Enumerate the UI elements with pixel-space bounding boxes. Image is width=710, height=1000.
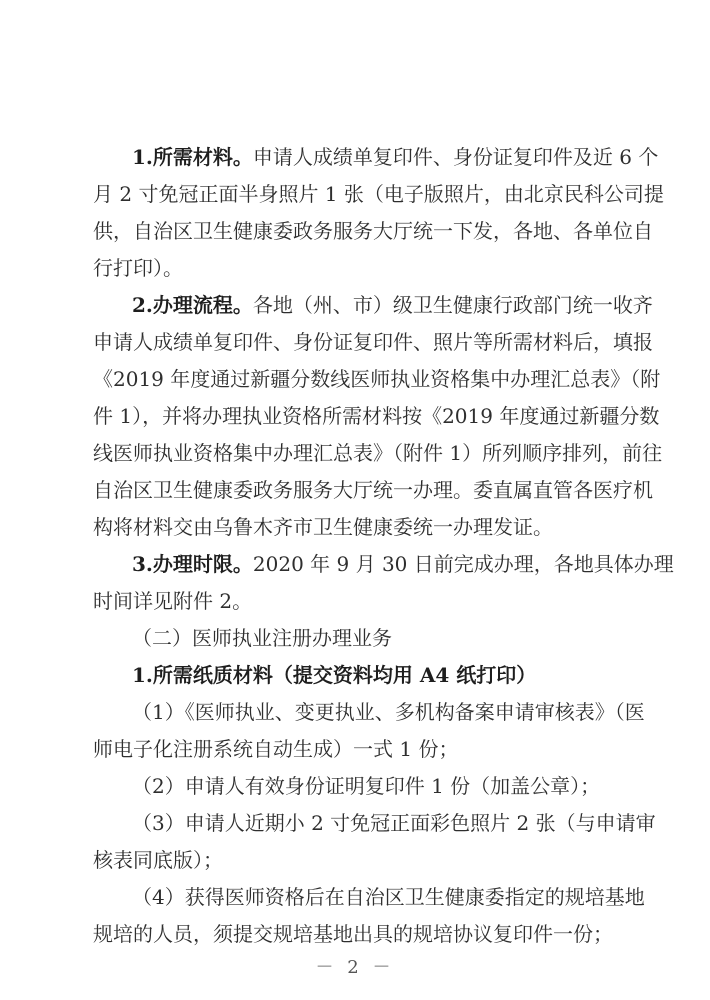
list-item-1-line-1: （1）《医师执业、变更执业、多机构备案申请审核表》（医 (132, 700, 645, 724)
paragraph-process-line-3: 《2019 年度通过新疆分数线医师执业资格集中办理汇总表》（附 (93, 367, 661, 391)
paragraph-text: 各地（州、市）级卫生健康行政部门统一收齐 (252, 293, 653, 317)
paragraph-materials-line-1 (132, 142, 659, 172)
subsection-title: （二）医师执业注册办理业务 (132, 626, 392, 650)
paragraph-materials-line-2: 月 2 寸免冠正面半身照片 1 张（电子版照片，由北京民科公司提 (93, 182, 664, 206)
paragraph-text: 2020 年 9 月 30 日前完成办理，各地具体办理 (252, 552, 674, 576)
materials-heading: 1.所需纸质材料（提交资料均用 A4 纸打印） (132, 663, 537, 687)
paragraph-process-line-1 (132, 290, 653, 320)
list-item-1-line-2: 师电子化注册系统自动生成）一式 1 份； (93, 737, 459, 761)
heading-materials: 1.所需材料。 (132, 145, 253, 169)
list-item-4-line-1: （4）获得医师资格后在自治区卫生健康委指定的规培基地 (132, 885, 645, 909)
heading-deadline: 3.办理时限。 (132, 552, 253, 576)
paragraph-text: 申请人成绩单复印件、身份证复印件及近 6 个 (252, 145, 659, 169)
paragraph-materials-line-3: 供，自治区卫生健康委政务服务大厅统一下发，各地、各单位自 (93, 219, 653, 243)
paragraph-process-line-4: 件 1），并将办理执业资格所需材料按《2019 年度通过新疆分数 (93, 404, 660, 428)
paragraph-process-line-7: 构将材料交由乌鲁木齐市卫生健康委统一办理发证。 (93, 515, 553, 539)
paragraph-process-line-5: 线医师执业资格集中办理汇总表》（附件 1）所列顺序排列，前往 (93, 441, 663, 465)
list-item-4-line-2: 规培的人员，须提交规培基地出具的规培协议复印件一份； (93, 922, 613, 946)
page-number: － 2 － (315, 957, 395, 978)
paragraph-materials-line-4: 行打印）。 (93, 256, 183, 280)
list-item-3-line-2: 核表同底版）； (93, 848, 223, 872)
paragraph-deadline-line-2: 时间详见附件 2。 (93, 589, 253, 613)
paragraph-process-line-2: 申请人成绩单复印件、身份证复印件、照片等所需材料后，填报 (93, 330, 653, 354)
paragraph-process-line-6: 自治区卫生健康委政务服务大厅统一办理。委直属直管各医疗机 (93, 478, 653, 502)
heading-process: 2.办理流程。 (132, 293, 253, 317)
list-item-2-line-1: （2）申请人有效身份证明复印件 1 份（加盖公章）； (132, 774, 601, 798)
list-item-3-line-1: （3）申请人近期小 2 寸免冠正面彩色照片 2 张（与申请审 (132, 811, 656, 835)
paragraph-deadline-line-1 (132, 549, 674, 579)
